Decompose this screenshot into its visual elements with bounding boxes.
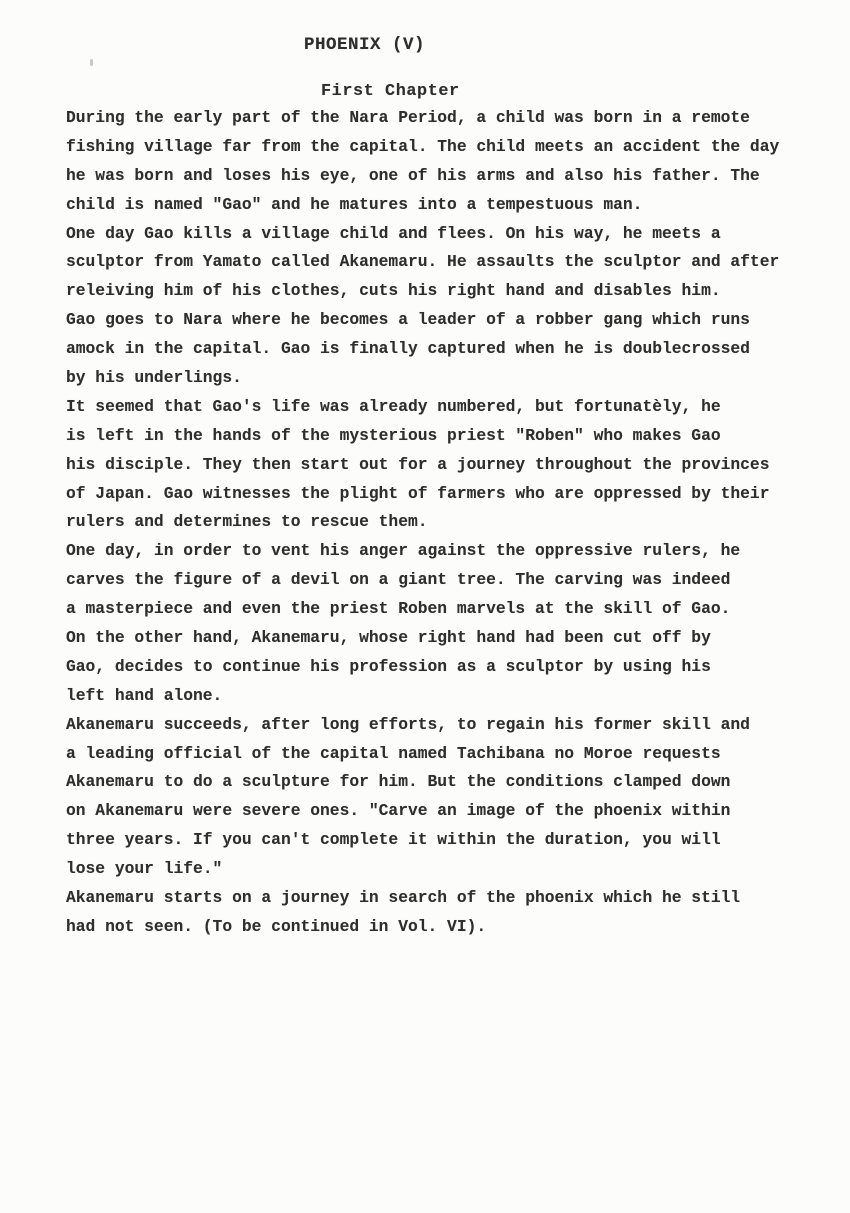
text-line: During the early part of the Nara Period, a child was born in a remote: [66, 108, 750, 127]
page-title: PHOENIX (V): [304, 35, 426, 55]
text-line: left hand alone.: [66, 685, 223, 705]
text-line: child is named "Gao" and he matures into a tempestuous man.: [66, 194, 643, 214]
text-line: Akanemaru succeeds, after long efforts, to regain his former skill and: [66, 714, 750, 734]
text-line: One day, in order to vent his anger against the oppressive rulers, he: [66, 541, 741, 561]
text-line: by his underlings.: [66, 368, 242, 388]
text-line: three years. If you can't complete it within the duration, you will: [66, 830, 721, 850]
text-line: rulers and determines to rescue them.: [66, 512, 428, 532]
text-line: he was born and loses his eye, one of his arms and also his father. The: [66, 165, 760, 185]
text-line: One day Gao kills a village child and flees. On his way, he meets a: [66, 223, 721, 243]
text-line: releiving him of his clothes, cuts his right hand and disables him.: [66, 281, 721, 301]
text-line: It seemed that Gao's life was already numbered, but fortunatèly, he: [66, 396, 721, 416]
text-line: carves the figure of a devil on a giant tree. The carving was indeed: [66, 570, 731, 590]
text-line: his disciple. They then start out for a journey throughout the provinces: [66, 454, 770, 474]
paper-speck: [90, 59, 93, 66]
text-line: is left in the hands of the mysterious priest "Roben" who makes Gao: [66, 425, 721, 445]
text-line: Gao goes to Nara where he becomes a leader of a robber gang which runs: [66, 310, 750, 330]
chapter-heading: First Chapter: [321, 82, 460, 101]
text-line: a leading official of the capital named Tachibana no Moroe requests: [66, 743, 721, 763]
text-line: Akanemaru to do a sculpture for him. But the conditions clamped down: [66, 772, 731, 792]
text-line: lose your life.": [66, 859, 223, 879]
body-text: [66, 104, 806, 942]
text-line: had not seen. (To be continued in Vol. VI).: [66, 916, 487, 936]
text-line: sculptor from Yamato called Akanemaru. He assaults the sculptor and after: [66, 252, 780, 272]
text-line: Gao, decides to continue his profession as a sculptor by using his: [66, 656, 711, 676]
text-line: fishing village far from the capital. The child meets an accident the day: [66, 136, 780, 156]
text-line: On the other hand, Akanemaru, whose right hand had been cut off by: [66, 628, 711, 648]
text-line: Akanemaru starts on a journey in search of the phoenix which he still: [66, 888, 741, 908]
text-line: on Akanemaru were severe ones. "Carve an image of the phoenix within: [66, 801, 731, 821]
text-line: amock in the capital. Gao is finally captured when he is doublecrossed: [66, 339, 750, 359]
text-line: a masterpiece and even the priest Roben marvels at the skill of Gao.: [66, 599, 731, 619]
text-line: of Japan. Gao witnesses the plight of farmers who are oppressed by their: [66, 483, 770, 503]
